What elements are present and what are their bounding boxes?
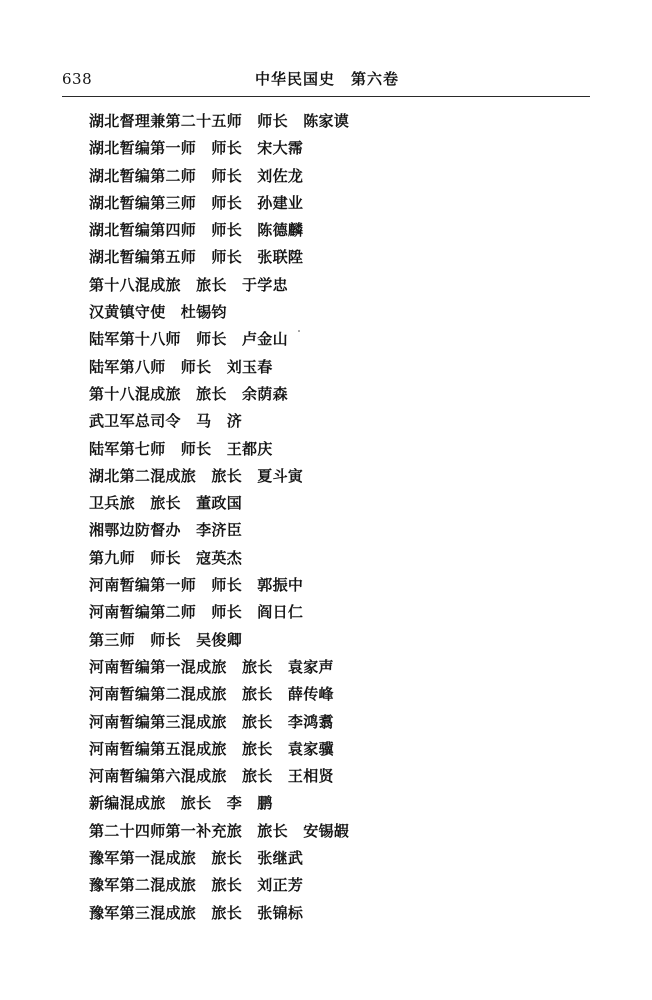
scan-speck: [298, 330, 300, 332]
list-item: 湖北督理兼第二十五师 师长 陈家谟: [89, 112, 350, 130]
list-item: 河南暂编第三混成旅 旅长 李鸿翥: [89, 712, 334, 731]
list-item: 第九师 师长 寇英杰: [89, 548, 243, 567]
list-item: 第十八混成旅 旅长 于学忠: [89, 275, 288, 294]
commander-list: [89, 108, 349, 927]
list-item: 卫兵旅 旅长 董政国: [89, 494, 243, 513]
list-item: 湖北暂编第五师 师长 张联陞: [89, 248, 304, 267]
list-item: 湘鄂边防督办 李济臣: [89, 521, 243, 540]
list-item: 湖北暂编第一师 师长 宋大霈: [89, 139, 304, 158]
list-item: 第三师 师长 吴俊卿: [89, 630, 243, 649]
list-item: 河南暂编第二混成旅 旅长 薛传峰: [89, 685, 334, 704]
list-item: 陆军第八师 师长 刘玉春: [89, 357, 273, 376]
list-item: 第十八混成旅 旅长 余荫森: [89, 384, 288, 403]
list-item: 湖北暂编第三师 师长 孙建业: [89, 193, 304, 212]
list-item: 陆军第七师 师长 王都庆: [89, 439, 273, 458]
list-item: 河南暂编第五混成旅 旅长 袁家骥: [89, 739, 334, 758]
list-item: 豫军第一混成旅 旅长 张继武: [89, 849, 304, 868]
list-item: 河南暂编第一混成旅 旅长 袁家声: [89, 657, 334, 676]
list-item: 河南暂编第一师 师长 郭振中: [89, 576, 304, 595]
list-item: 武卫军总司令 马 济: [89, 412, 243, 431]
page-header: [62, 66, 590, 97]
running-title: 中华民国史 第六卷: [255, 70, 400, 88]
list-item: 湖北第二混成旅 旅长 夏斗寅: [89, 466, 304, 485]
list-item: 豫军第二混成旅 旅长 刘正芳: [89, 876, 304, 895]
list-item: 汉黄镇守使 杜锡钧: [89, 303, 227, 322]
list-item: 第二十四师第一补充旅 旅长 安锡嘏: [89, 821, 350, 840]
list-item: 河南暂编第二师 师长 阎日仁: [89, 603, 304, 622]
list-item: 豫军第三混成旅 旅长 张锦标: [89, 903, 304, 922]
list-item: 湖北暂编第四师 师长 陈德麟: [89, 221, 304, 240]
list-item: 新编混成旅 旅长 李 鹏: [89, 794, 273, 813]
page-number: 638: [62, 70, 93, 88]
list-item: 湖北暂编第二师 师长 刘佐龙: [89, 166, 304, 185]
list-item: 陆军第十八师 师长 卢金山: [89, 330, 288, 349]
list-item: 河南暂编第六混成旅 旅长 王相贤: [89, 767, 334, 786]
